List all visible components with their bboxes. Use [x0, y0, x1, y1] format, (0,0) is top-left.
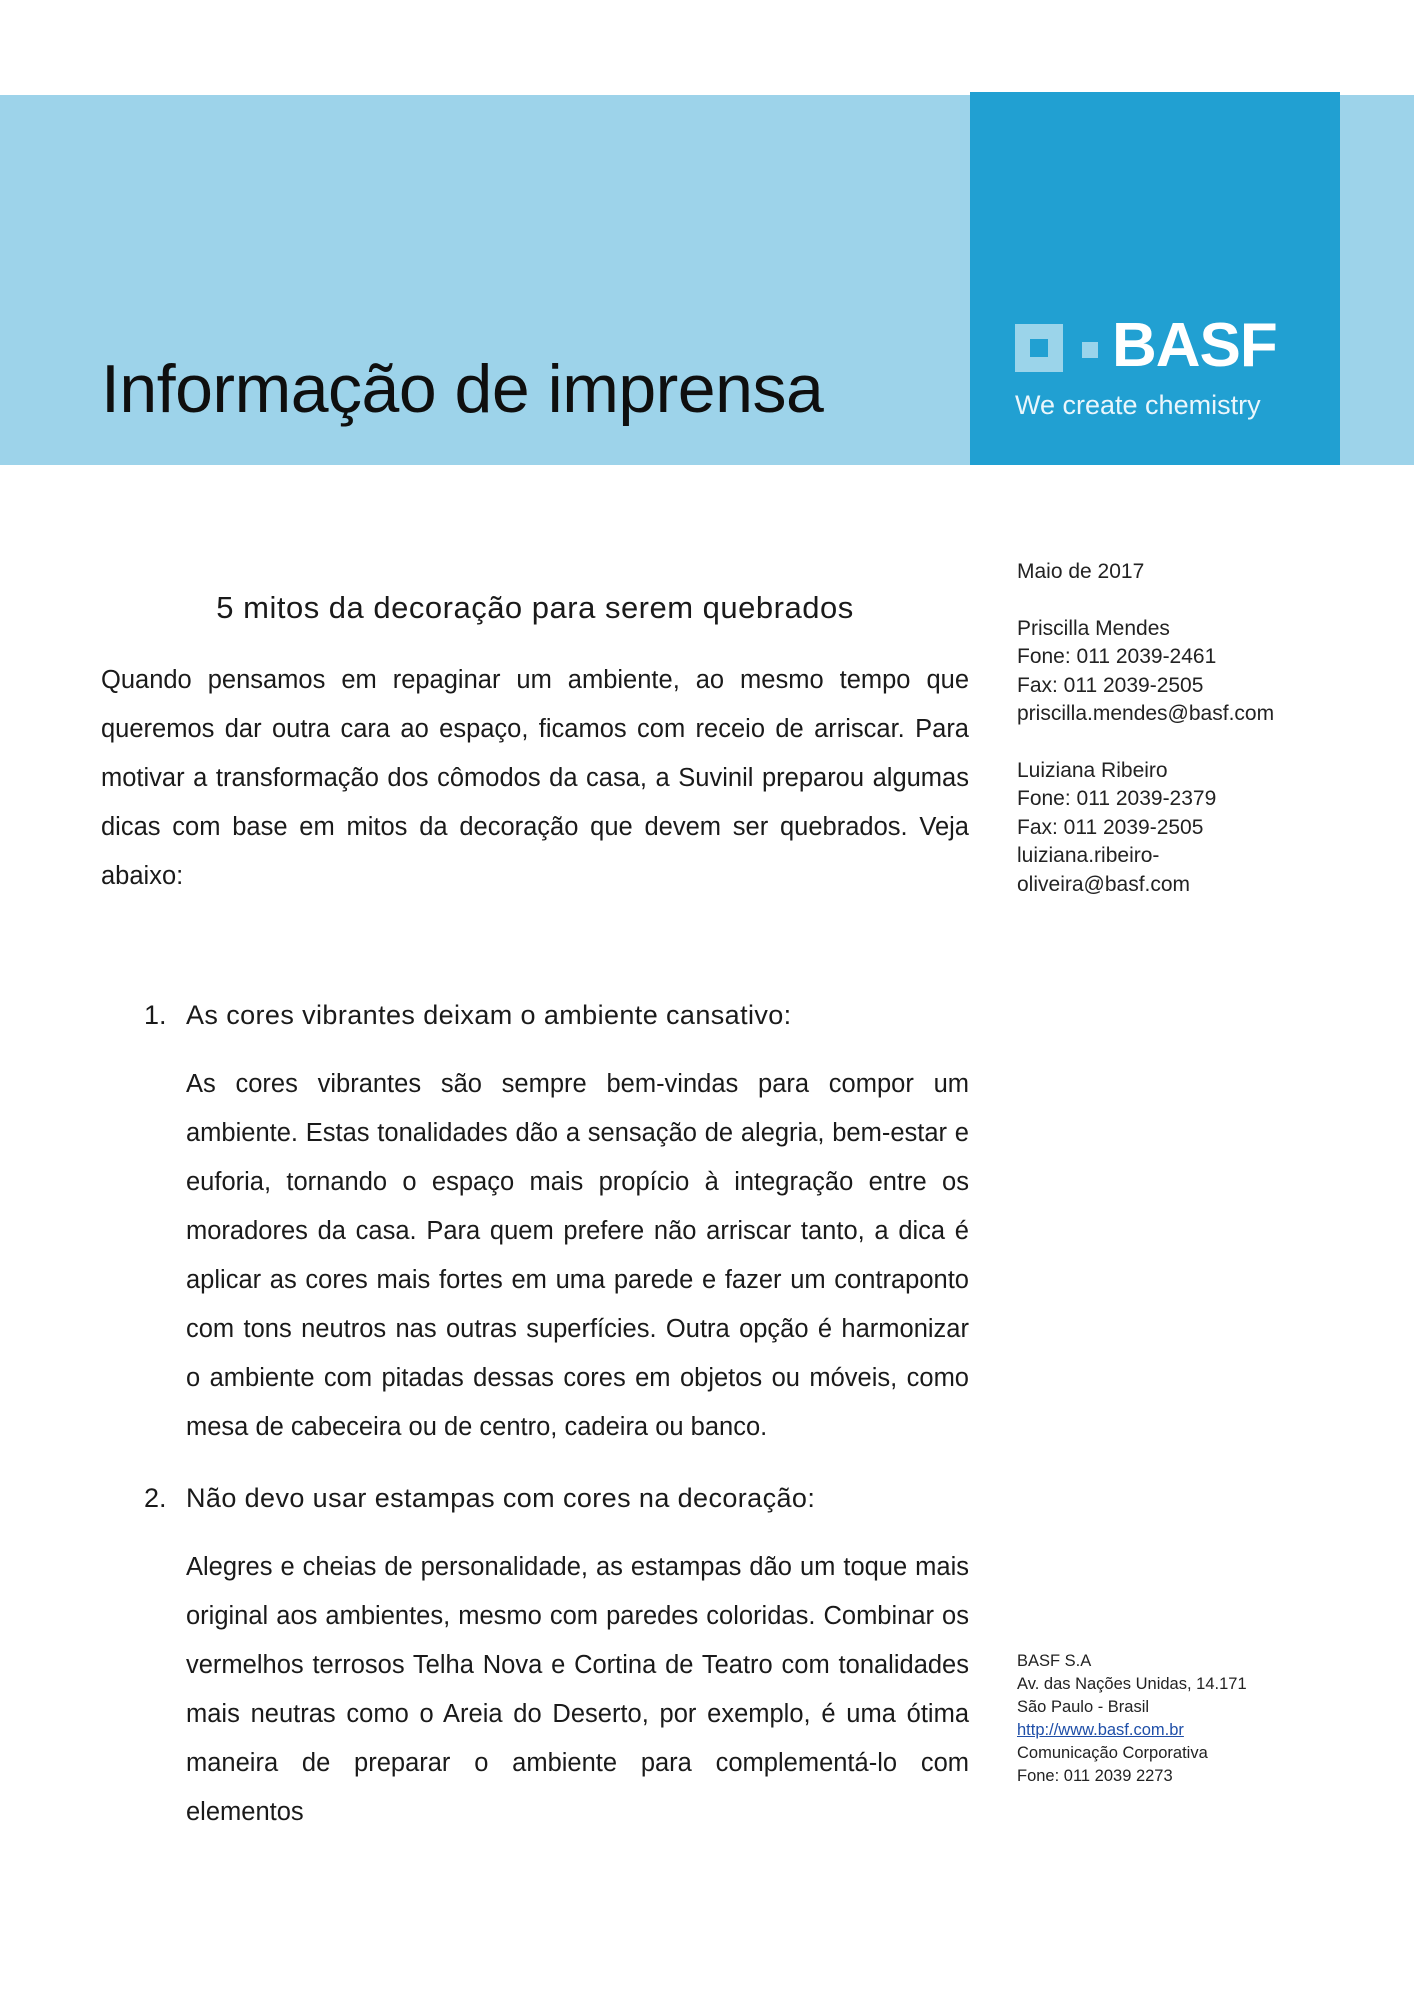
- company-department: Comunicação Corporativa: [1017, 1744, 1208, 1762]
- contact-block: [1017, 757, 1347, 900]
- basf-logo: [970, 92, 1340, 465]
- contact-sidebar: [1017, 558, 1347, 927]
- list-item-number: 1.: [144, 1000, 167, 1030]
- page-title: Informação de imprensa: [101, 351, 824, 427]
- logo-name: BASF: [1112, 311, 1277, 380]
- company-website-link[interactable]: http://www.basf.com.br: [1017, 1721, 1184, 1739]
- company-city: São Paulo - Brasil: [1017, 1698, 1150, 1716]
- myths-list: [101, 995, 969, 1837]
- release-date: Maio de 2017: [1017, 560, 1145, 583]
- company-info: [1017, 1650, 1347, 1788]
- contact-phone: Fone: 011 2039-2379: [1017, 787, 1217, 810]
- article-headline: 5 mitos da decoração para serem quebrados: [216, 590, 854, 625]
- myth-body: Alegres e cheias de personalidade, as estampas dão um toque mais original aos ambientes, mesmo com paredes coloridas. Combinar os vermelhos terrosos Telha Nova e Cortina de Teatro com tonalidades mais neutras como o Areia do Deserto, por exemplo, é uma ótima maneira de preparar o ambiente para complementá-lo com elementos: [186, 1553, 969, 1826]
- company-name: BASF S.A: [1017, 1652, 1092, 1670]
- contact-phone: Fone: 011 2039-2461: [1017, 645, 1217, 668]
- list-item-number: 2.: [144, 1483, 167, 1513]
- contact-fax: Fax: 011 2039-2505: [1017, 815, 1204, 839]
- contact-email[interactable]: luiziana.ribeiro-: [1017, 844, 1160, 867]
- myth-title: Não devo usar estampas com cores na decoração:: [186, 1483, 816, 1513]
- contact-email[interactable]: priscilla.mendes@basf.com: [1017, 702, 1275, 725]
- contact-block: [1017, 615, 1347, 729]
- contact-name: Priscilla Mendes: [1017, 616, 1170, 640]
- basf-dot-icon: [1082, 342, 1098, 358]
- company-phone: Fone: 011 2039 2273: [1017, 1767, 1173, 1785]
- contact-email-continued[interactable]: oliveira@basf.com: [1017, 872, 1191, 896]
- article-body: [101, 590, 969, 1863]
- list-item: [101, 995, 969, 1452]
- logo-tagline: We create chemistry: [1015, 390, 1261, 420]
- myth-title: As cores vibrantes deixam o ambiente cansativo:: [186, 1000, 792, 1030]
- contact-fax: Fax: 011 2039-2505: [1017, 673, 1204, 697]
- article-intro: Quando pensamos em repaginar um ambiente, ao mesmo tempo que queremos dar outra cara ao espaço, ficamos com receio de arriscar. Para motivar a transformação dos cômodos da casa, a Suvinil preparou algumas dicas com base em mitos da decoração que devem ser quebrados. Veja abaixo:: [101, 666, 969, 890]
- myth-body: As cores vibrantes são sempre bem-vindas para compor um ambiente. Estas tonalidades dão a sensação de alegria, bem-estar e euforia, tornando o espaço mais propício à integração entre os moradores da casa. Para quem prefere não arriscar tanto, a dica é aplicar as cores mais fortes em uma parede e fazer um contraponto com tons neutros nas outras superfícies. Outra opção é harmonizar o ambiente com pitadas dessas cores em objetos ou móveis, como mesa de cabeceira ou de centro, cadeira ou banco.: [186, 1070, 969, 1441]
- basf-square-icon: [1015, 324, 1063, 372]
- list-item: [101, 1478, 969, 1837]
- company-address: Av. das Nações Unidas, 14.171: [1017, 1675, 1247, 1693]
- contact-name: Luiziana Ribeiro: [1017, 758, 1168, 782]
